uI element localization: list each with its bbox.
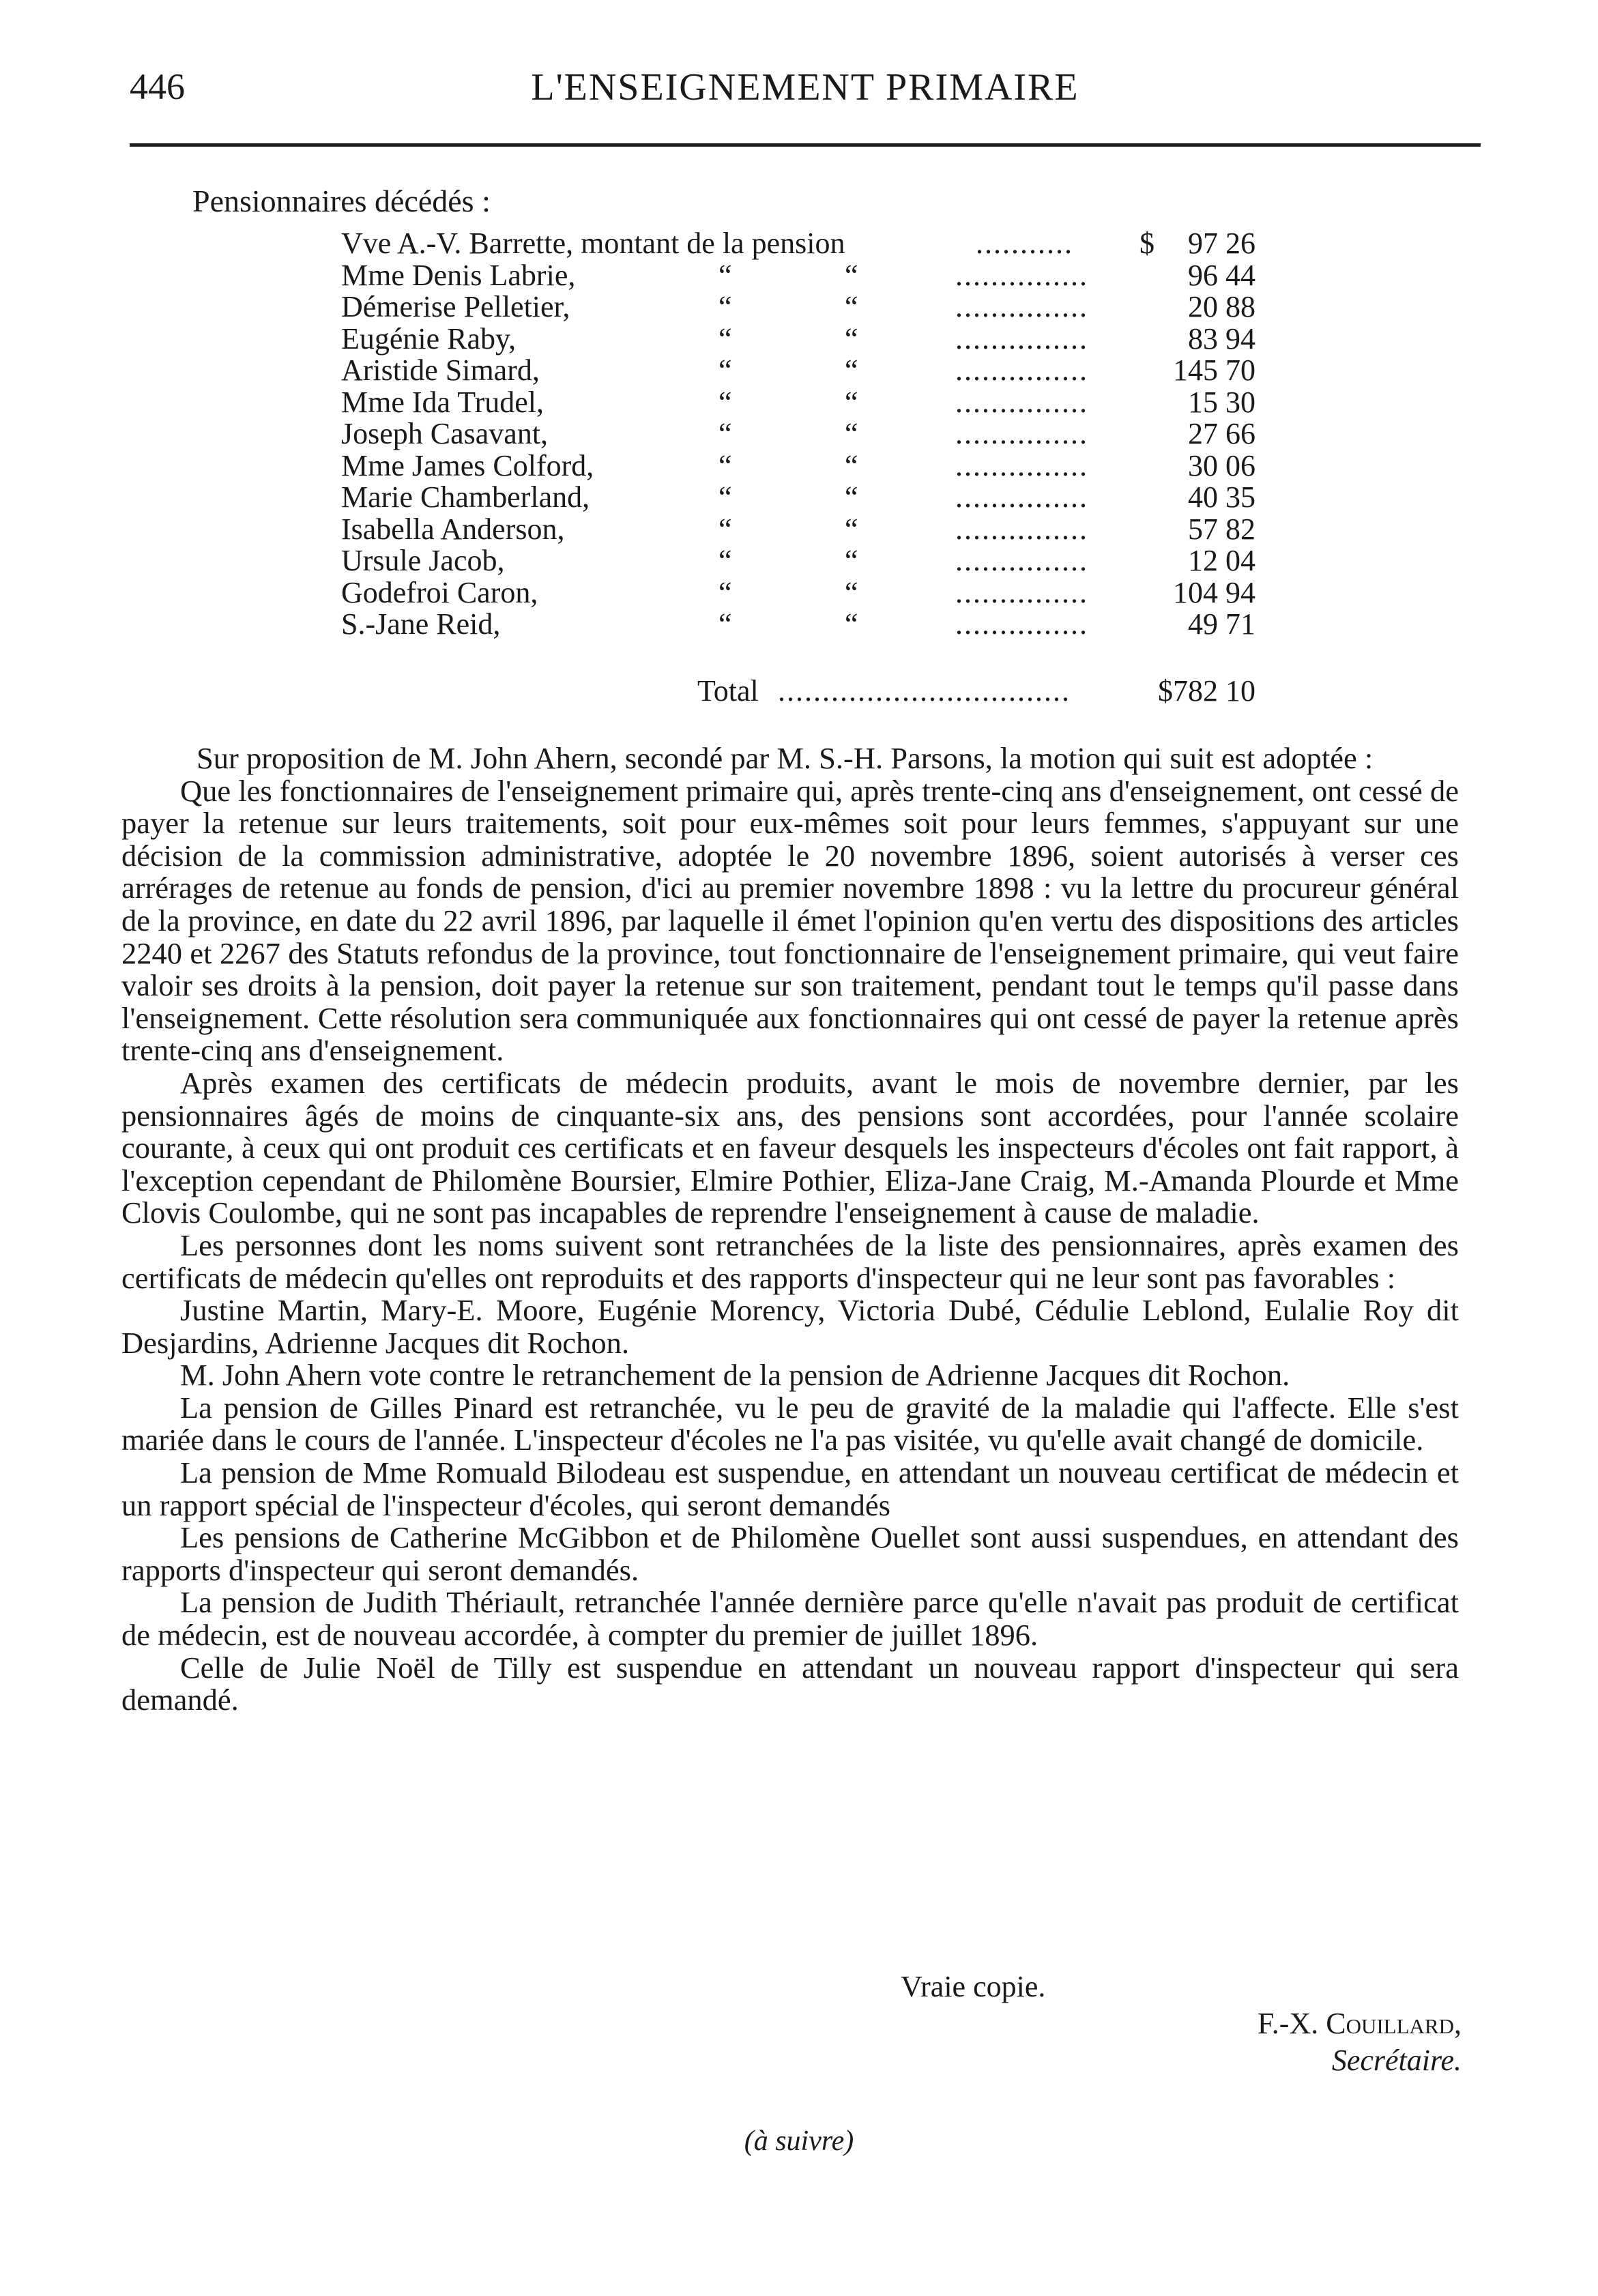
ditto-mark: “: [718, 607, 732, 641]
paragraph: Les pensions de Catherine McGibbon et de Philomène Ouellet sont aussi suspendues, en attendant des rapports d'inspecteur qui seront demandés.: [121, 1520, 1459, 1587]
total-row: [341, 674, 1255, 708]
ditto-mark: “: [718, 480, 732, 514]
paragraph: Que les fonctionnaires de l'enseignement primaire qui, après trente-cinq ans d'enseignement, ont cessé de payer la retenue sur leurs traitements, soit pour eux-mêmes soit pour leurs femmes, s'appuyant sur une décision de la commission administrative, adoptée le 20 novembre 1896, soient autorisés à verser ces arrérages de retenue au fonds de pension, d'ici au premier novembre 1898 : vu la lettre du procureur général de la province, en date du 22 avril 1896, par laquelle il émet l'opinion qu'en vertu des dispositions des articles 2240 et 2267 des Statuts refondus de la province, tout fonctionnaire de l'enseignement primaire, qui veut faire valoir ses droits à la pension, doit payer la retenue sur son traitement, pendant tout le temps qu'il passe dans l'enseignement. Cette résolution sera communiquée aux fonctionnaires qui ont cessé de payer la retenue après trente-cinq ans d'enseignement.: [121, 773, 1459, 1068]
pensioner-name: Mme Ida Trudel,: [341, 385, 544, 419]
pension-amount: 30 06: [1188, 448, 1255, 482]
dot-leaders: ...............: [955, 355, 1088, 387]
dot-leaders: ...............: [955, 577, 1088, 609]
table-row: [341, 577, 1255, 609]
ditto-mark: “: [845, 290, 858, 323]
pension-amount: 104 94: [1173, 575, 1255, 609]
table-row: [341, 323, 1255, 355]
table-row: [341, 450, 1255, 482]
dot-leaders: ...............: [955, 450, 1088, 482]
ditto-mark: “: [718, 544, 732, 577]
table-row: [341, 228, 1255, 260]
paragraph: Sur proposition de M. John Ahern, secondé par M. S.-H. Parsons, la motion qui suit est adoptée :: [197, 741, 1374, 775]
pensioner-name: Joseph Casavant,: [341, 417, 549, 450]
header-rule: [130, 143, 1481, 147]
dot-leaders: ...............: [955, 291, 1088, 323]
pension-amount: 96 44: [1188, 258, 1255, 292]
ditto-mark: “: [845, 607, 858, 641]
ditto-mark: “: [845, 448, 858, 482]
paragraph: La pension de Judith Thériault, retranchée l'année dernière parce qu'elle n'avait pas produit de certificat de médecin, est de nouveau accordée, à compter du premier de juillet 1896.: [121, 1585, 1459, 1653]
pensioner-name: Isabella Anderson,: [341, 512, 565, 546]
paragraph: Les personnes dont les noms suivent sont retranchées de la liste des pensionnaires, après examen des certificats de médecin qu'elles ont reproduits et des rapports d'inspecteur qui ne leur sont pas favorables :: [121, 1227, 1459, 1295]
table-row: [341, 291, 1255, 323]
pensioner-name: Mme Denis Labrie,: [341, 258, 576, 292]
ditto-mark: “: [845, 417, 858, 450]
dot-leaders: ...............: [955, 418, 1088, 450]
pension-amount: 49 71: [1188, 607, 1255, 641]
paragraph: La pension de Gilles Pinard est retranchée, vu le peu de gravité de la maladie qui l'affecte. Elle s'est mariée dans le cours de l'année. L'inspecteur d'écoles ne l'a pas visitée, vu qu'elle avait changé de domicile.: [121, 1390, 1459, 1457]
ditto-mark: “: [845, 385, 858, 419]
pensioner-name: Eugénie Raby,: [341, 321, 517, 355]
page-number: 446: [130, 66, 185, 107]
ditto-mark: “: [718, 321, 732, 355]
paragraph: Justine Martin, Mary-E. Moore, Eugénie Morency, Victoria Dubé, Cédulie Leblond, Eulalie Roy dit Desjardins, Adrienne Jacques dit Rochon.: [121, 1293, 1459, 1360]
ditto-mark: “: [845, 480, 858, 514]
pensioner-name: Godefroi Caron,: [341, 575, 538, 609]
pensioner-name: Ursule Jacob,: [341, 544, 505, 577]
pensioner-name: Démerise Pelletier,: [341, 290, 570, 323]
pensioner-name: Marie Chamberland,: [341, 480, 590, 514]
pension-amount: 145 70: [1173, 353, 1255, 387]
pension-amount: 15 30: [1188, 385, 1255, 419]
table-row: [341, 260, 1255, 292]
paragraph: M. John Ahern vote contre le retranchement de la pension de Adrienne Jacques dit Rochon.: [180, 1358, 1290, 1393]
signatory-name: F.-X. Couillard,: [1257, 2007, 1462, 2040]
dot-leaders: ...........: [976, 228, 1073, 260]
deceased-pension-table: [341, 228, 1255, 641]
total-label: Total: [697, 674, 759, 708]
ditto-mark: “: [718, 448, 732, 482]
total-amount: $782 10: [1158, 674, 1255, 708]
pensioner-name: Vve A.-V. Barrette, montant de la pension: [341, 227, 845, 260]
ditto-mark: “: [845, 544, 858, 577]
ditto-mark: “: [845, 575, 858, 609]
dot-leaders: ...............: [955, 513, 1088, 545]
dot-leaders: ...............: [955, 323, 1088, 355]
ditto-mark: “: [845, 353, 858, 387]
dot-leaders: ...............: [955, 482, 1088, 514]
certified-copy-note: Vraie copie.: [901, 1970, 1046, 2003]
table-row: [341, 387, 1255, 419]
ditto-mark: “: [845, 512, 858, 546]
ditto-mark: “: [718, 290, 732, 323]
table-row: [341, 418, 1255, 450]
pension-amount: 57 82: [1188, 512, 1255, 546]
pensioner-name: Mme James Colford,: [341, 448, 594, 482]
table-row: [341, 514, 1255, 546]
ditto-mark: “: [718, 417, 732, 450]
dot-leaders: ...............: [955, 609, 1088, 641]
table-row: [341, 609, 1255, 641]
pension-amount: 12 04: [1188, 544, 1255, 577]
minutes-body: [121, 742, 1459, 1717]
dot-leaders: ...............: [955, 259, 1088, 291]
paragraph: La pension de Mme Romuald Bilodeau est suspendue, en attendant un nouveau certificat de médecin et un rapport spécial de l'inspecteur d'écoles, qui seront demandés: [121, 1455, 1459, 1522]
dot-leaders: .................................: [778, 674, 1071, 708]
ditto-mark: “: [718, 575, 732, 609]
ditto-mark: “: [718, 512, 732, 546]
page-header: [130, 66, 1481, 120]
pension-amount: 97 26: [1188, 227, 1255, 260]
continued-note: (à suivre): [744, 2125, 854, 2157]
ditto-mark: “: [845, 321, 858, 355]
section-title: Pensionnaires décédés :: [192, 184, 491, 218]
paragraph: Celle de Julie Noël de Tilly est suspendue en attendant un nouveau rapport d'inspecteur qui sera demandé.: [121, 1650, 1459, 1717]
ditto-mark: “: [845, 258, 858, 292]
table-row: [341, 482, 1255, 514]
signatory-title: Secrétaire.: [1331, 2044, 1462, 2077]
paragraph: Après examen des certificats de médecin produits, avant le mois de novembre dernier, par les pensionnaires âgés de moins de cinquante-six ans, des pensions sont accordées, pour l'année scolaire courante, à ceux qui ont produit ces certificats et en faveur desquels les inspecteurs d'écoles ont fait rapport, à l'exception cependant de Philomène Boursier, Elmire Pothier, Eliza-Jane Craig, M.-Amanda Plourde et Mme Clovis Coulombe, qui ne sont pas incapables de reprendre l'enseignement à cause de maladie.: [121, 1065, 1459, 1230]
ditto-mark: “: [718, 385, 732, 419]
table-row: [341, 355, 1255, 387]
dot-leaders: ...............: [955, 545, 1088, 577]
ditto-mark: “: [718, 258, 732, 292]
currency-sign: $: [1139, 227, 1154, 260]
dot-leaders: ...............: [955, 386, 1088, 418]
pensioner-name: S.-Jane Reid,: [341, 607, 501, 641]
pensioner-name: Aristide Simard,: [341, 353, 540, 387]
ditto-mark: “: [718, 353, 732, 387]
table-row: [341, 545, 1255, 577]
pension-amount: 40 35: [1188, 480, 1255, 514]
pension-amount: 83 94: [1188, 321, 1255, 355]
running-title: L'ENSEIGNEMENT PRIMAIRE: [531, 66, 1079, 108]
pension-amount: 20 88: [1188, 290, 1255, 323]
pension-amount: 27 66: [1188, 417, 1255, 450]
